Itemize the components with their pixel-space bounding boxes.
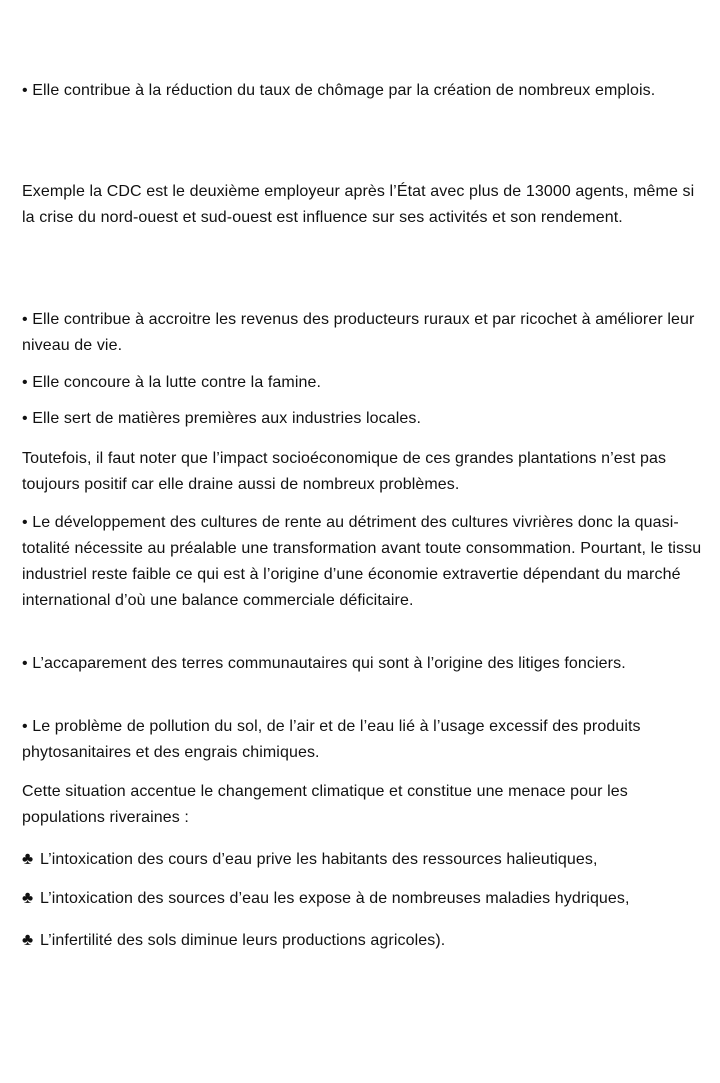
paragraph-bullet-land-grab: • L’accaparement des terres communautaires qui sont à l’origine des litiges fonciers. bbox=[22, 655, 626, 672]
club-suit-icon: ♣ bbox=[22, 888, 34, 907]
club-list-item bbox=[22, 927, 702, 954]
paragraph-situation: Cette situation accentue le changement climatique et constitue une menace pour les populations riveraines : bbox=[22, 783, 628, 826]
paragraph-bullet-unemployment: • Elle contribue à la réduction du taux de chômage par la création de nombreux emplois. bbox=[22, 82, 656, 99]
club-item-text: L’intoxication des sources d’eau les expose à de nombreuses maladies hydriques, bbox=[40, 890, 630, 907]
paragraph-however: Toutefois, il faut noter que l’impact socioéconomique de ces grandes plantations n’est pas toujours positif car elle draine aussi de nombreux problèmes. bbox=[22, 450, 667, 493]
paragraph-bullet-pollution: • Le problème de pollution du sol, de l’air et de l’eau lié à l’usage excessif des produits phytosanitaires et des engrais chimiques. bbox=[22, 718, 641, 761]
paragraph-bullet-famine: • Elle concoure à la lutte contre la famine. bbox=[22, 374, 322, 391]
club-item-text: L’infertilité des sols diminue leurs productions agricoles). bbox=[40, 932, 446, 949]
club-suit-icon: ♣ bbox=[22, 849, 34, 868]
club-suit-icon: ♣ bbox=[22, 930, 34, 949]
club-list-item bbox=[22, 846, 702, 873]
club-item-text: L’intoxication des cours d’eau prive les habitants des ressources halieutiques, bbox=[40, 851, 598, 868]
paragraph-example-cdc: Exemple la CDC est le deuxième employeur après l’État avec plus de 13000 agents, même si la crise du nord-ouest et sud-ouest est influence sur ses activités et son rendement. bbox=[22, 183, 695, 226]
paragraph-bullet-cash-crops: • Le développement des cultures de rente au détriment des cultures vivrières donc la quasi-totalité nécessite au préalable une transformation avant toute consommation. Pourtant, le tissu industriel reste faible ce qui est à l’origine d’une économie extravertie dépendant du marché international d’où une balance commerciale déficitaire. bbox=[22, 514, 702, 609]
paragraph-bullet-raw-materials: • Elle sert de matières premières aux industries locales. bbox=[22, 410, 422, 427]
club-list-item bbox=[22, 885, 702, 912]
paragraph-bullet-income: • Elle contribue à accroitre les revenus des producteurs ruraux et par ricochet à améliorer leur niveau de vie. bbox=[22, 311, 695, 354]
